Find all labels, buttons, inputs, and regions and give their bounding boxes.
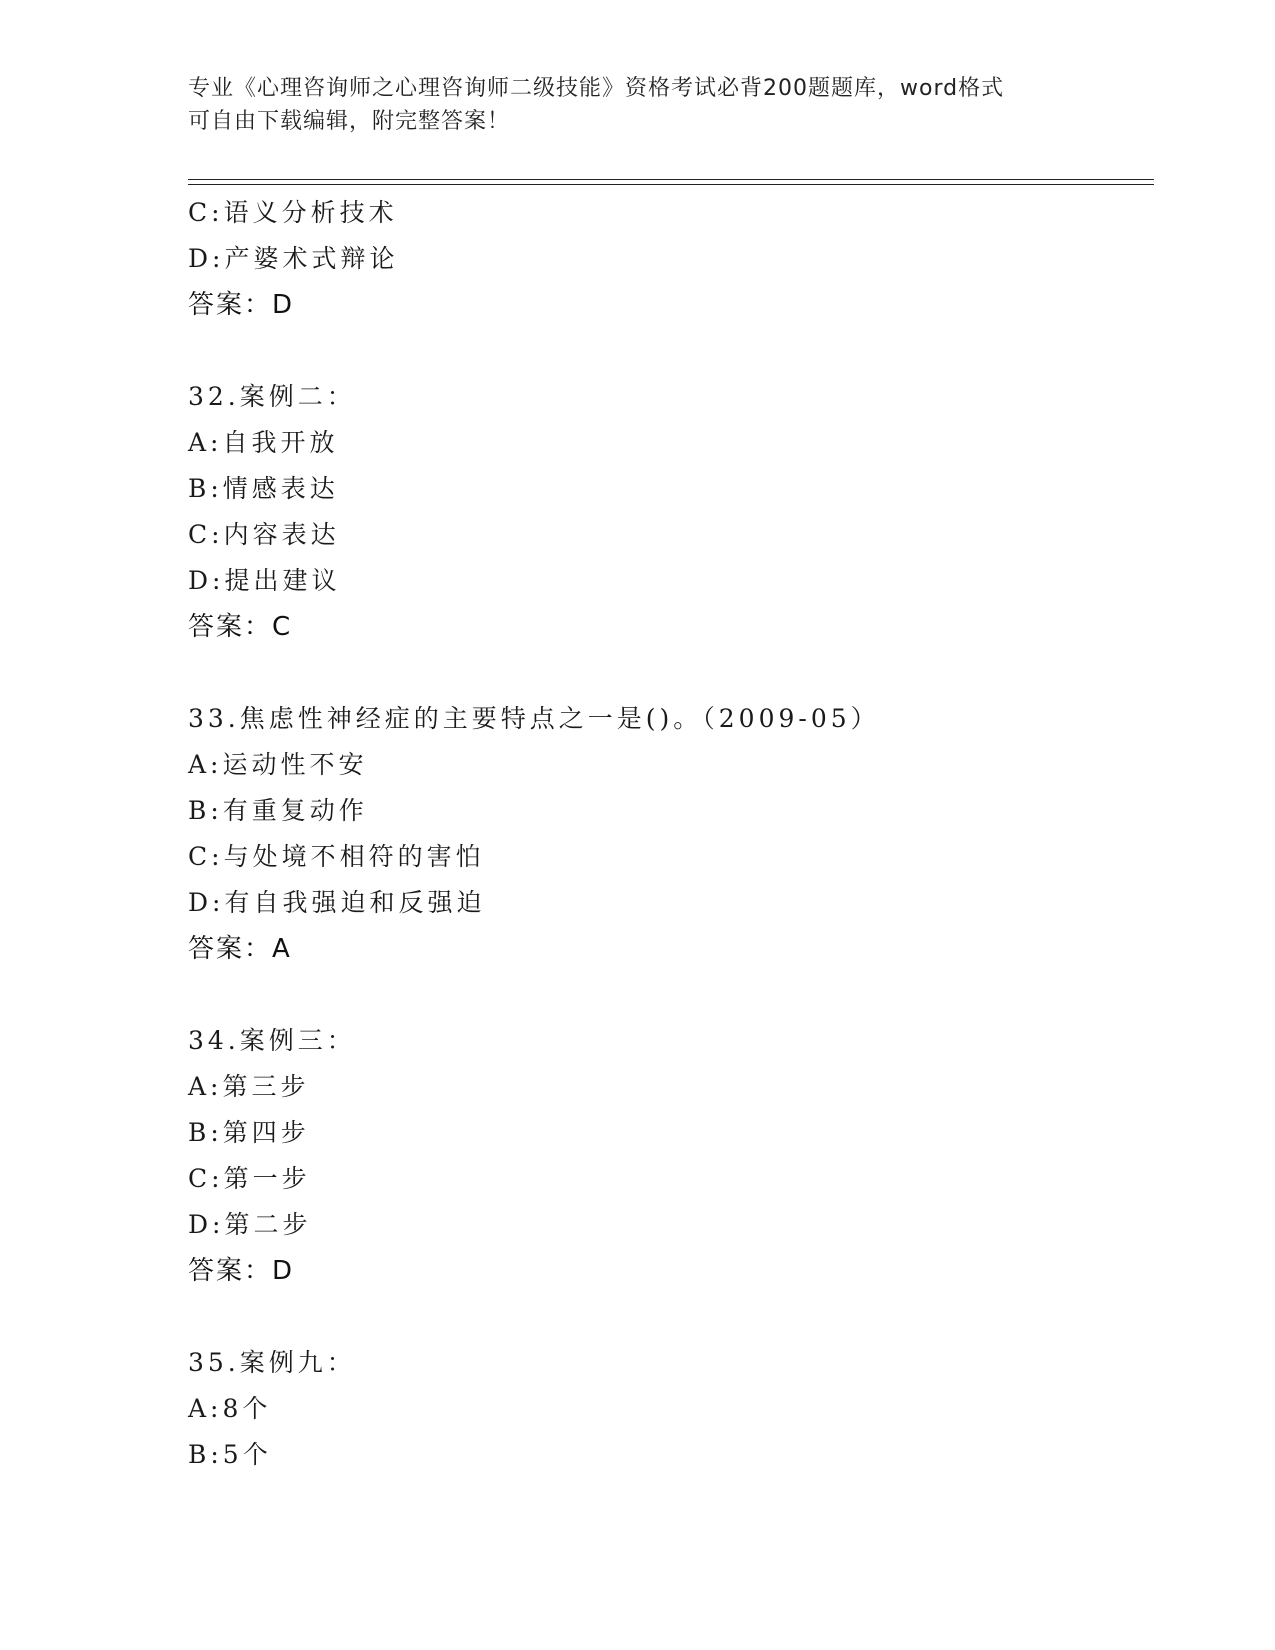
option-text: 第四步 bbox=[222, 1118, 310, 1147]
option-a bbox=[188, 1064, 1148, 1110]
document-header bbox=[188, 72, 1088, 138]
option-text: 5个 bbox=[222, 1440, 272, 1469]
option-key: A: bbox=[188, 428, 223, 457]
option-text: 语义分析技术 bbox=[223, 198, 398, 227]
option-text: 第二步 bbox=[224, 1210, 312, 1239]
option-key: C: bbox=[188, 198, 224, 227]
spacer bbox=[188, 972, 1148, 1018]
question-stem bbox=[188, 374, 1148, 420]
option-text: 情感表达 bbox=[222, 474, 339, 503]
option-text: 内容表达 bbox=[223, 520, 340, 549]
option-text: 运动性不安 bbox=[222, 750, 368, 779]
option-text: 第三步 bbox=[222, 1072, 310, 1101]
option-text: 8个 bbox=[222, 1394, 272, 1423]
option-text: 有自我强迫和反强迫 bbox=[224, 888, 486, 917]
option-key: B: bbox=[188, 796, 223, 825]
answer-line: 答案：C bbox=[188, 612, 293, 642]
spacer bbox=[188, 1294, 1148, 1340]
option-a bbox=[188, 420, 1148, 466]
option-key: C: bbox=[188, 1164, 224, 1193]
answer-line: 答案：D bbox=[188, 290, 295, 320]
option-c bbox=[188, 834, 1148, 880]
question-text: 案例三： bbox=[239, 1026, 356, 1055]
option-a bbox=[188, 742, 1148, 788]
header-divider-bottom bbox=[188, 184, 1154, 185]
option-b bbox=[188, 1432, 1148, 1478]
option-text: 自我开放 bbox=[222, 428, 339, 457]
header-line-1: 专业《心理咨询师之心理咨询师二级技能》资格考试必背200题题库，word格式 bbox=[188, 76, 1005, 101]
option-key: D: bbox=[188, 1210, 225, 1239]
question-number: 34. bbox=[188, 1026, 240, 1055]
question-number: 35. bbox=[188, 1348, 240, 1377]
question-text: 案例二： bbox=[239, 382, 356, 411]
option-c bbox=[188, 190, 1148, 236]
question-stem bbox=[188, 696, 1148, 742]
option-d bbox=[188, 880, 1148, 926]
question-stem bbox=[188, 1340, 1148, 1386]
question-number: 32. bbox=[188, 382, 240, 411]
option-text: 提出建议 bbox=[224, 566, 341, 595]
option-d bbox=[188, 1202, 1148, 1248]
question-list bbox=[188, 190, 1148, 1478]
question-text: 案例九： bbox=[239, 1348, 356, 1377]
option-text: 与处境不相符的害怕 bbox=[223, 842, 485, 871]
option-d bbox=[188, 558, 1148, 604]
header-divider-top bbox=[188, 179, 1154, 180]
option-text: 第一步 bbox=[223, 1164, 311, 1193]
answer-line: 答案：A bbox=[188, 934, 292, 964]
option-key: C: bbox=[188, 520, 224, 549]
option-key: D: bbox=[188, 244, 225, 273]
header-line-2: 可自由下载编辑，附完整答案！ bbox=[188, 109, 511, 134]
option-key: D: bbox=[188, 888, 225, 917]
answer-line: 答案：D bbox=[188, 1256, 295, 1286]
option-key: B: bbox=[188, 474, 223, 503]
option-key: B: bbox=[188, 1118, 223, 1147]
option-text: 产婆术式辩论 bbox=[224, 244, 399, 273]
option-b bbox=[188, 466, 1148, 512]
option-key: A: bbox=[188, 1394, 223, 1423]
option-c bbox=[188, 512, 1148, 558]
question-text: 焦虑性神经症的主要特点之一是()。（2009-05） bbox=[239, 704, 880, 733]
question-number: 33. bbox=[188, 704, 240, 733]
option-b bbox=[188, 1110, 1148, 1156]
spacer bbox=[188, 650, 1148, 696]
option-key: C: bbox=[188, 842, 224, 871]
option-b bbox=[188, 788, 1148, 834]
question-stem bbox=[188, 1018, 1148, 1064]
option-c bbox=[188, 1156, 1148, 1202]
option-d bbox=[188, 236, 1148, 282]
option-key: B: bbox=[188, 1440, 223, 1469]
option-key: A: bbox=[188, 1072, 223, 1101]
option-text: 有重复动作 bbox=[222, 796, 368, 825]
option-key: A: bbox=[188, 750, 223, 779]
option-key: D: bbox=[188, 566, 225, 595]
spacer bbox=[188, 328, 1148, 374]
option-a bbox=[188, 1386, 1148, 1432]
